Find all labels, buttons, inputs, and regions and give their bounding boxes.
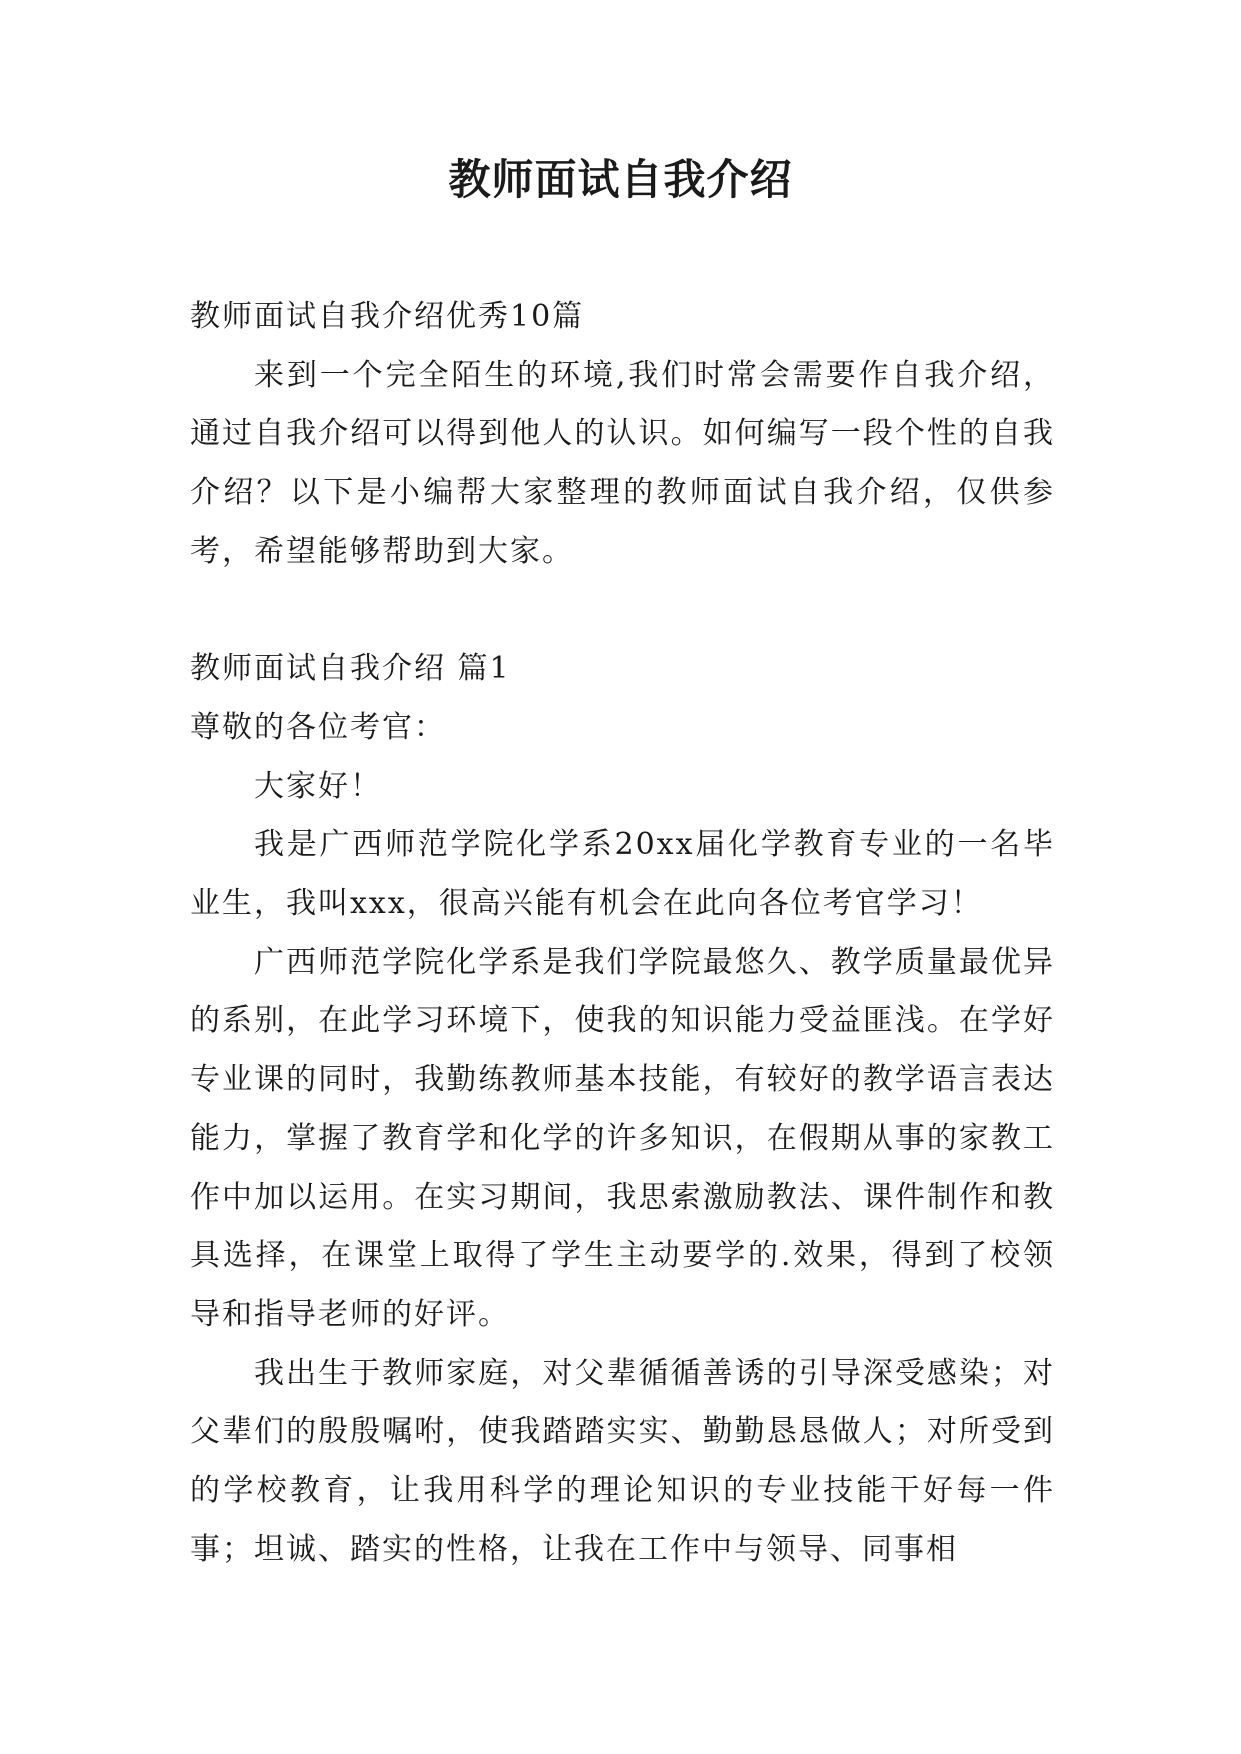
document-body [190, 288, 1055, 1579]
paragraph-spacer [190, 582, 1055, 641]
body-paragraph-2: 广西师范学院化学系是我们学院最悠久、教学质量最优异的系别，在此学习环境下，使我的知识能力受益匪浅。在学好专业课的同时，我勤练教师基本技能，有较好的教学语言表达能力，掌握了教育学和化学的许多知识，在假期从事的家教工作中加以运用。在实习期间，我思索激励教法、课件制作和教具选择，在课堂上取得了学生主动要学的.效果，得到了校领导和指导老师的好评。 [190, 944, 1055, 1332]
section-heading: 教师面试自我介绍 篇1 [190, 651, 511, 687]
greeting: 大家好！ [254, 768, 382, 804]
document-subtitle: 教师面试自我介绍优秀10篇 [190, 299, 585, 334]
document-title: 教师面试自我介绍 [448, 155, 793, 204]
body-paragraph-1: 我是广西师范学院化学系20xx届化学教育专业的一名毕业生，我叫xxx，很高兴能有机会在此向各位考官学习！ [190, 827, 1055, 922]
salutation: 尊敬的各位考官： [190, 709, 446, 745]
body-paragraph-3: 我出生于教师家庭，对父辈循循善诱的引导深受感染；对父辈们的殷殷嘱咐，使我踏踏实实、勤勤恳恳做人；对所受到的学校教育，让我用科学的理论知识的专业技能干好每一件事；坦诚、踏实的性格，让我在工作中与领导、同事相 [190, 1355, 1055, 1567]
intro-paragraph: 来到一个完全陌生的环境,我们时常会需要作自我介绍，通过自我介绍可以得到他人的认识。如何编写一段个性的自我介绍？以下是小编帮大家整理的教师面试自我介绍，仅供参考，希望能够帮助到大家。 [190, 357, 1055, 569]
